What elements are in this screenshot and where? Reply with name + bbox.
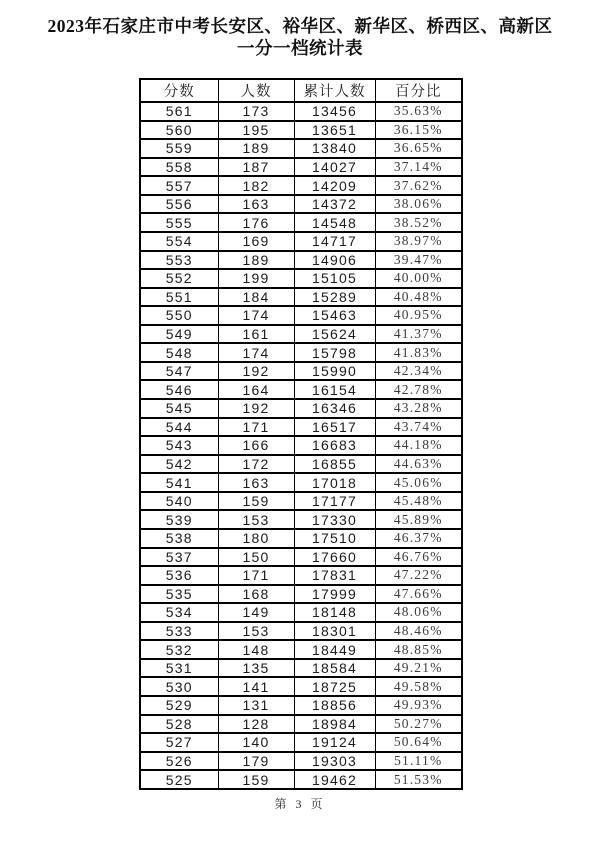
cumulative-cell: 17660 — [294, 548, 375, 567]
cumulative-cell: 14906 — [294, 251, 375, 270]
percentage-cell: 40.00% — [375, 269, 462, 288]
score-cell: 561 — [140, 102, 218, 121]
count-cell: 184 — [218, 288, 294, 307]
score-cell: 526 — [140, 752, 218, 771]
score-cell: 557 — [140, 176, 218, 195]
table-row — [140, 418, 462, 437]
score-cell: 538 — [140, 529, 218, 548]
percentage-cell: 50.27% — [375, 715, 462, 734]
cumulative-cell: 15105 — [294, 269, 375, 288]
count-cell: 180 — [218, 529, 294, 548]
table-row — [140, 640, 462, 659]
score-cell: 537 — [140, 548, 218, 567]
cumulative-cell: 16683 — [294, 436, 375, 455]
table-row — [140, 752, 462, 771]
count-cell: 153 — [218, 510, 294, 529]
percentage-cell: 40.95% — [375, 306, 462, 325]
score-cell: 552 — [140, 269, 218, 288]
score-cell: 551 — [140, 288, 218, 307]
cumulative-cell: 18725 — [294, 677, 375, 696]
score-cell: 554 — [140, 232, 218, 251]
cumulative-cell: 13840 — [294, 139, 375, 158]
score-cell: 549 — [140, 325, 218, 344]
percentage-cell: 46.76% — [375, 548, 462, 567]
score-cell: 530 — [140, 677, 218, 696]
table-row — [140, 548, 462, 567]
percentage-cell: 36.15% — [375, 121, 462, 140]
cumulative-cell: 15463 — [294, 306, 375, 325]
score-cell: 535 — [140, 585, 218, 604]
table-row — [140, 603, 462, 622]
cumulative-cell: 14372 — [294, 195, 375, 214]
count-cell: 135 — [218, 659, 294, 678]
score-cell: 542 — [140, 455, 218, 474]
score-cell: 527 — [140, 733, 218, 752]
table-row — [140, 473, 462, 492]
table-body — [140, 102, 462, 789]
percentage-cell: 47.22% — [375, 566, 462, 585]
percentage-cell: 42.34% — [375, 362, 462, 381]
table-row — [140, 455, 462, 474]
table-row — [140, 158, 462, 177]
percentage-cell: 40.48% — [375, 288, 462, 307]
count-cell: 182 — [218, 176, 294, 195]
table-row — [140, 436, 462, 455]
cumulative-cell: 14548 — [294, 213, 375, 232]
title-line-2: 一分一档统计表 — [237, 38, 363, 58]
count-cell: 171 — [218, 418, 294, 437]
count-cell: 189 — [218, 139, 294, 158]
percentage-cell: 45.48% — [375, 492, 462, 511]
score-cell: 558 — [140, 158, 218, 177]
score-cell: 546 — [140, 380, 218, 399]
cumulative-cell: 17831 — [294, 566, 375, 585]
cumulative-cell: 18984 — [294, 715, 375, 734]
percentage-cell: 41.37% — [375, 325, 462, 344]
percentage-cell: 36.65% — [375, 139, 462, 158]
score-cell: 534 — [140, 603, 218, 622]
percentage-cell: 51.53% — [375, 770, 462, 789]
count-cell: 192 — [218, 399, 294, 418]
percentage-cell: 43.74% — [375, 418, 462, 437]
cumulative-cell: 13456 — [294, 102, 375, 121]
percentage-cell: 38.06% — [375, 195, 462, 214]
percentage-cell: 49.21% — [375, 659, 462, 678]
percentage-cell: 46.37% — [375, 529, 462, 548]
percentage-cell: 35.63% — [375, 102, 462, 121]
percentage-cell: 38.97% — [375, 232, 462, 251]
percentage-cell: 38.52% — [375, 213, 462, 232]
table-row — [140, 306, 462, 325]
score-cell: 531 — [140, 659, 218, 678]
cumulative-cell: 17177 — [294, 492, 375, 511]
cumulative-cell: 19303 — [294, 752, 375, 771]
percentage-cell: 43.28% — [375, 399, 462, 418]
score-cell: 555 — [140, 213, 218, 232]
score-cell: 529 — [140, 696, 218, 715]
score-cell: 548 — [140, 343, 218, 362]
percentage-cell: 49.93% — [375, 696, 462, 715]
table-row — [140, 529, 462, 548]
cumulative-cell: 18584 — [294, 659, 375, 678]
count-cell: 168 — [218, 585, 294, 604]
page-number: 第 3 页 — [274, 797, 326, 811]
table-row — [140, 251, 462, 270]
count-cell: 172 — [218, 455, 294, 474]
count-cell: 164 — [218, 380, 294, 399]
cumulative-cell: 14209 — [294, 176, 375, 195]
cumulative-cell: 15624 — [294, 325, 375, 344]
table-row — [140, 510, 462, 529]
count-cell: 161 — [218, 325, 294, 344]
table-row — [140, 195, 462, 214]
count-cell: 148 — [218, 640, 294, 659]
count-cell: 140 — [218, 733, 294, 752]
cumulative-cell: 16154 — [294, 380, 375, 399]
count-cell: 174 — [218, 343, 294, 362]
table-row — [140, 232, 462, 251]
score-cell: 559 — [140, 139, 218, 158]
count-cell: 176 — [218, 213, 294, 232]
count-cell: 128 — [218, 715, 294, 734]
table-row — [140, 399, 462, 418]
table-row — [140, 325, 462, 344]
cumulative-cell: 16346 — [294, 399, 375, 418]
header-cumulative-count: 累计人数 — [294, 79, 375, 102]
table-row — [140, 176, 462, 195]
table-row — [140, 659, 462, 678]
table-row — [140, 677, 462, 696]
percentage-cell: 45.06% — [375, 473, 462, 492]
table-row — [140, 269, 462, 288]
score-cell: 525 — [140, 770, 218, 789]
cumulative-cell: 18449 — [294, 640, 375, 659]
cumulative-cell: 17330 — [294, 510, 375, 529]
percentage-cell: 45.89% — [375, 510, 462, 529]
score-cell: 532 — [140, 640, 218, 659]
count-cell: 179 — [218, 752, 294, 771]
percentage-cell: 48.85% — [375, 640, 462, 659]
percentage-cell: 48.46% — [375, 622, 462, 641]
cumulative-cell: 15798 — [294, 343, 375, 362]
table-row — [140, 121, 462, 140]
score-cell: 533 — [140, 622, 218, 641]
count-cell: 189 — [218, 251, 294, 270]
count-cell: 192 — [218, 362, 294, 381]
count-cell: 173 — [218, 102, 294, 121]
score-cell: 545 — [140, 399, 218, 418]
count-cell: 150 — [218, 548, 294, 567]
cumulative-cell: 18301 — [294, 622, 375, 641]
score-cell: 528 — [140, 715, 218, 734]
count-cell: 169 — [218, 232, 294, 251]
title-line-1: 2023年石家庄市中考长安区、裕华区、新华区、桥西区、高新区 — [47, 16, 553, 36]
percentage-cell: 51.11% — [375, 752, 462, 771]
score-cell: 556 — [140, 195, 218, 214]
table-row — [140, 770, 462, 789]
cumulative-cell: 19462 — [294, 770, 375, 789]
table-row — [140, 139, 462, 158]
table-row — [140, 380, 462, 399]
table-row — [140, 715, 462, 734]
count-cell: 159 — [218, 770, 294, 789]
percentage-cell: 42.78% — [375, 380, 462, 399]
score-cell: 547 — [140, 362, 218, 381]
percentage-cell: 48.06% — [375, 603, 462, 622]
count-cell: 159 — [218, 492, 294, 511]
table-row — [140, 343, 462, 362]
cumulative-cell: 14027 — [294, 158, 375, 177]
cumulative-cell: 18856 — [294, 696, 375, 715]
table-row — [140, 362, 462, 381]
score-distribution-table — [139, 78, 463, 790]
table-row — [140, 566, 462, 585]
count-cell: 163 — [218, 473, 294, 492]
count-cell: 153 — [218, 622, 294, 641]
percentage-cell: 47.66% — [375, 585, 462, 604]
cumulative-cell: 13651 — [294, 121, 375, 140]
cumulative-cell: 17999 — [294, 585, 375, 604]
cumulative-cell: 15289 — [294, 288, 375, 307]
header-percentage: 百分比 — [375, 79, 462, 102]
score-cell: 543 — [140, 436, 218, 455]
table-row — [140, 696, 462, 715]
percentage-cell: 44.63% — [375, 455, 462, 474]
cumulative-cell: 14717 — [294, 232, 375, 251]
count-cell: 199 — [218, 269, 294, 288]
score-cell: 544 — [140, 418, 218, 437]
cumulative-cell: 15990 — [294, 362, 375, 381]
count-cell: 174 — [218, 306, 294, 325]
score-cell: 560 — [140, 121, 218, 140]
score-cell: 536 — [140, 566, 218, 585]
table-header-row — [140, 79, 462, 102]
percentage-cell: 50.64% — [375, 733, 462, 752]
percentage-cell: 49.58% — [375, 677, 462, 696]
count-cell: 195 — [218, 121, 294, 140]
header-count: 人数 — [218, 79, 294, 102]
score-cell: 539 — [140, 510, 218, 529]
cumulative-cell: 17018 — [294, 473, 375, 492]
cumulative-cell: 17510 — [294, 529, 375, 548]
table-row — [140, 213, 462, 232]
cumulative-cell: 16517 — [294, 418, 375, 437]
table-row — [140, 102, 462, 121]
count-cell: 141 — [218, 677, 294, 696]
score-cell: 541 — [140, 473, 218, 492]
score-cell: 550 — [140, 306, 218, 325]
percentage-cell: 39.47% — [375, 251, 462, 270]
page-title — [0, 0, 600, 59]
count-cell: 149 — [218, 603, 294, 622]
score-cell: 553 — [140, 251, 218, 270]
percentage-cell: 37.62% — [375, 176, 462, 195]
table-row — [140, 622, 462, 641]
table-row — [140, 585, 462, 604]
percentage-cell: 41.83% — [375, 343, 462, 362]
cumulative-cell: 19124 — [294, 733, 375, 752]
count-cell: 131 — [218, 696, 294, 715]
count-cell: 171 — [218, 566, 294, 585]
count-cell: 163 — [218, 195, 294, 214]
percentage-cell: 44.18% — [375, 436, 462, 455]
count-cell: 187 — [218, 158, 294, 177]
table-row — [140, 288, 462, 307]
table-row — [140, 492, 462, 511]
cumulative-cell: 18148 — [294, 603, 375, 622]
table-row — [140, 733, 462, 752]
percentage-cell: 37.14% — [375, 158, 462, 177]
cumulative-cell: 16855 — [294, 455, 375, 474]
count-cell: 166 — [218, 436, 294, 455]
header-score: 分数 — [140, 79, 218, 102]
score-cell: 540 — [140, 492, 218, 511]
